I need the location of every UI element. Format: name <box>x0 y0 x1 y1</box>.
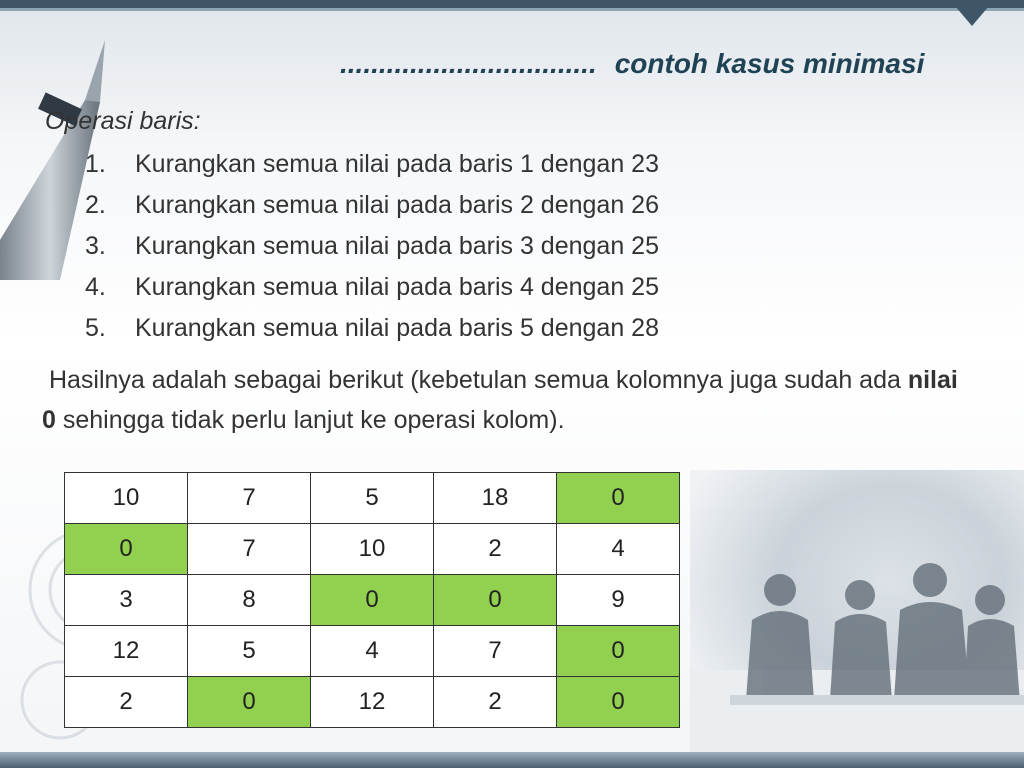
table-cell: 2 <box>434 524 557 575</box>
table-row <box>65 524 680 575</box>
table-cell: 0 <box>311 575 434 626</box>
top-bar-accent <box>0 8 1024 11</box>
table-row <box>65 575 680 626</box>
step-text: Kurangkan semua nilai pada baris 3 dengan 25 <box>135 232 659 260</box>
table-cell: 10 <box>65 473 188 524</box>
steps-list <box>85 145 659 350</box>
table-cell: 0 <box>434 575 557 626</box>
result-text-1: Hasilnya adalah sebagai berikut (kebetulan semua kolomnya juga sudah ada <box>48 366 908 394</box>
step-number: 5. <box>85 314 106 342</box>
table-cell: 0 <box>557 677 680 728</box>
table-cell: 0 <box>557 626 680 677</box>
title-text: contoh kasus minimasi <box>614 48 925 79</box>
step-number: 1. <box>85 150 106 178</box>
table-row <box>65 677 680 728</box>
step-number: 3. <box>85 232 106 260</box>
table-cell: 7 <box>434 626 557 677</box>
step-text: Kurangkan semua nilai pada baris 4 dengan 25 <box>135 273 659 301</box>
result-text-2: sehingga tidak perlu lanjut ke operasi kolom). <box>55 406 565 434</box>
table-cell: 7 <box>188 524 311 575</box>
top-bar <box>0 0 1024 8</box>
title-dots: ................................. <box>340 48 597 79</box>
table-cell: 5 <box>311 473 434 524</box>
list-item <box>85 145 659 186</box>
list-item <box>85 227 659 268</box>
table-cell: 4 <box>557 524 680 575</box>
list-item <box>85 309 659 350</box>
result-matrix-table <box>64 472 680 728</box>
table-row <box>65 626 680 677</box>
table-cell: 9 <box>557 575 680 626</box>
business-meeting-photo <box>690 470 1024 752</box>
table-row <box>65 473 680 524</box>
step-number: 2. <box>85 191 106 219</box>
step-text: Kurangkan semua nilai pada baris 2 dengan 26 <box>135 191 659 219</box>
list-item <box>85 186 659 227</box>
table-cell: 5 <box>188 626 311 677</box>
corner-tab-decoration <box>950 0 994 26</box>
result-paragraph <box>42 360 972 440</box>
table-cell: 4 <box>311 626 434 677</box>
table-cell: 12 <box>65 626 188 677</box>
slide-title <box>340 48 1000 88</box>
step-text: Kurangkan semua nilai pada baris 1 dengan 23 <box>135 150 659 178</box>
table-cell: 8 <box>188 575 311 626</box>
bottom-bar <box>0 752 1024 768</box>
table-cell: 10 <box>311 524 434 575</box>
table-cell: 0 <box>188 677 311 728</box>
table-cell: 2 <box>434 677 557 728</box>
table-cell: 7 <box>188 473 311 524</box>
table-cell: 0 <box>557 473 680 524</box>
result-text-bold: nilai 0 <box>42 366 958 434</box>
subheading: Operasi baris: <box>45 107 201 135</box>
table-cell: 18 <box>434 473 557 524</box>
list-item <box>85 268 659 309</box>
table-cell: 0 <box>65 524 188 575</box>
table-cell: 2 <box>65 677 188 728</box>
table-cell: 12 <box>311 677 434 728</box>
step-number: 4. <box>85 273 106 301</box>
table-cell: 3 <box>65 575 188 626</box>
step-text: Kurangkan semua nilai pada baris 5 dengan 28 <box>135 314 659 342</box>
